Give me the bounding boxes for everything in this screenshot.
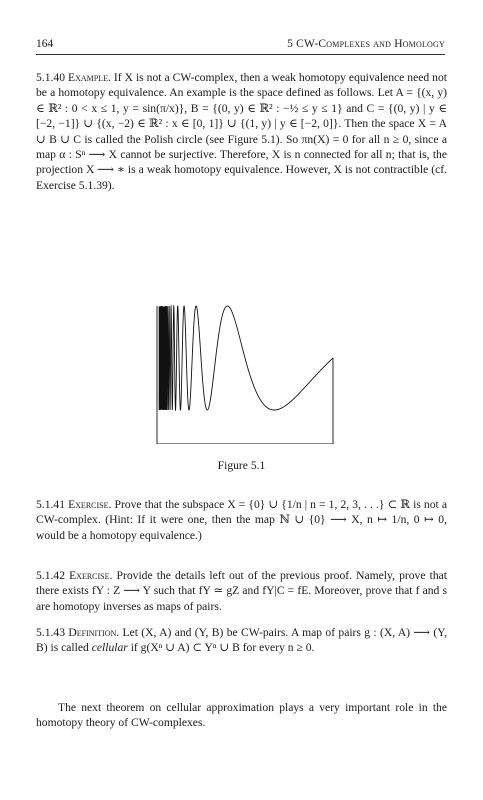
segment-c bbox=[157, 358, 333, 444]
example-text: If X is not a CW-complex, then a weak homotopy equivalence need not be a homotopy equivalence. An example is the space defined as follows. Let A = {(x, y) ∈ ℝ² : 0 < x ≤ 1, y = sin(π/x)}, B = {(0, y) ∈ ℝ² : −½ ≤ y ≤ 1} and C = {(0, y) | y ∈ [−2, −1]} ∪ {(x, −2) ∈ ℝ² : x ∈ [0, 1]} ∪ {(1, y) | y ∈ [−2, 0]}. Then the space X = A ∪ B ∪ C is called the Polish circle (see Figure 5.1). So πn(X) = 0 for all n ≥ 0, since a map α : Sⁿ ⟶ X cannot be surjective. Therefore, X is n connected for all n; that is, the projection X ⟶ ∗ is a weak homotopy equivalence. However, X is not contractible (cf. Exercise 5.1.39). bbox=[36, 71, 447, 192]
exercise-label: 5.1.41 Exercise. bbox=[36, 498, 112, 511]
definition-text-after: if g(Xⁿ ∪ A) ⊂ Yⁿ ∪ B for every n ≥ 0. bbox=[130, 641, 315, 655]
definition-5-1-43 bbox=[36, 625, 447, 656]
running-header bbox=[36, 38, 445, 55]
exercise-label: 5.1.42 Exercise. bbox=[36, 569, 113, 582]
topologist-sine-curve bbox=[159, 306, 333, 410]
exercise-5-1-42 bbox=[36, 568, 447, 614]
exercise-5-1-41 bbox=[36, 497, 447, 543]
defined-term: cellular bbox=[91, 641, 128, 655]
definition-label: 5.1.43 Definition. bbox=[36, 626, 120, 639]
definition-text-before: Let (X, A) and (Y, B) be CW-pairs. A map of pairs g : (X, A) ⟶ (Y, B) is called bbox=[36, 626, 447, 655]
exercise-text: Prove that the subspace X = {0} ∪ {1/n | n = 1, 2, 3, . . .} ⊂ ℝ is not a CW-complex. (Hint: If it were one, then the map ℕ ∪ {0} ⟶ X, n ↦ 1/n, 0 ↦ 0, would be a homotopy equivalence.) bbox=[36, 498, 447, 542]
exercise-text: Provide the details left out of the previous proof. Namely, prove that there exists fY : Z ⟶ Y such that fY ≃ gZ and fY|C = fE. Moreover, prove that f and s are homotopy inverses as maps of pairs. bbox=[36, 569, 447, 613]
example-label: 5.1.40 Example. bbox=[36, 71, 111, 84]
example-5-1-40 bbox=[36, 70, 447, 193]
chapter-title: 5 CW-Complexes and Homology bbox=[287, 38, 445, 50]
figure-caption: Figure 5.1 bbox=[217, 459, 266, 472]
closing-paragraph: The next theorem on cellular approximation plays a very important role in the homotopy theory of CW-complexes. bbox=[36, 701, 447, 730]
polish-circle-figure bbox=[148, 296, 338, 444]
page-number: 164 bbox=[36, 38, 54, 50]
